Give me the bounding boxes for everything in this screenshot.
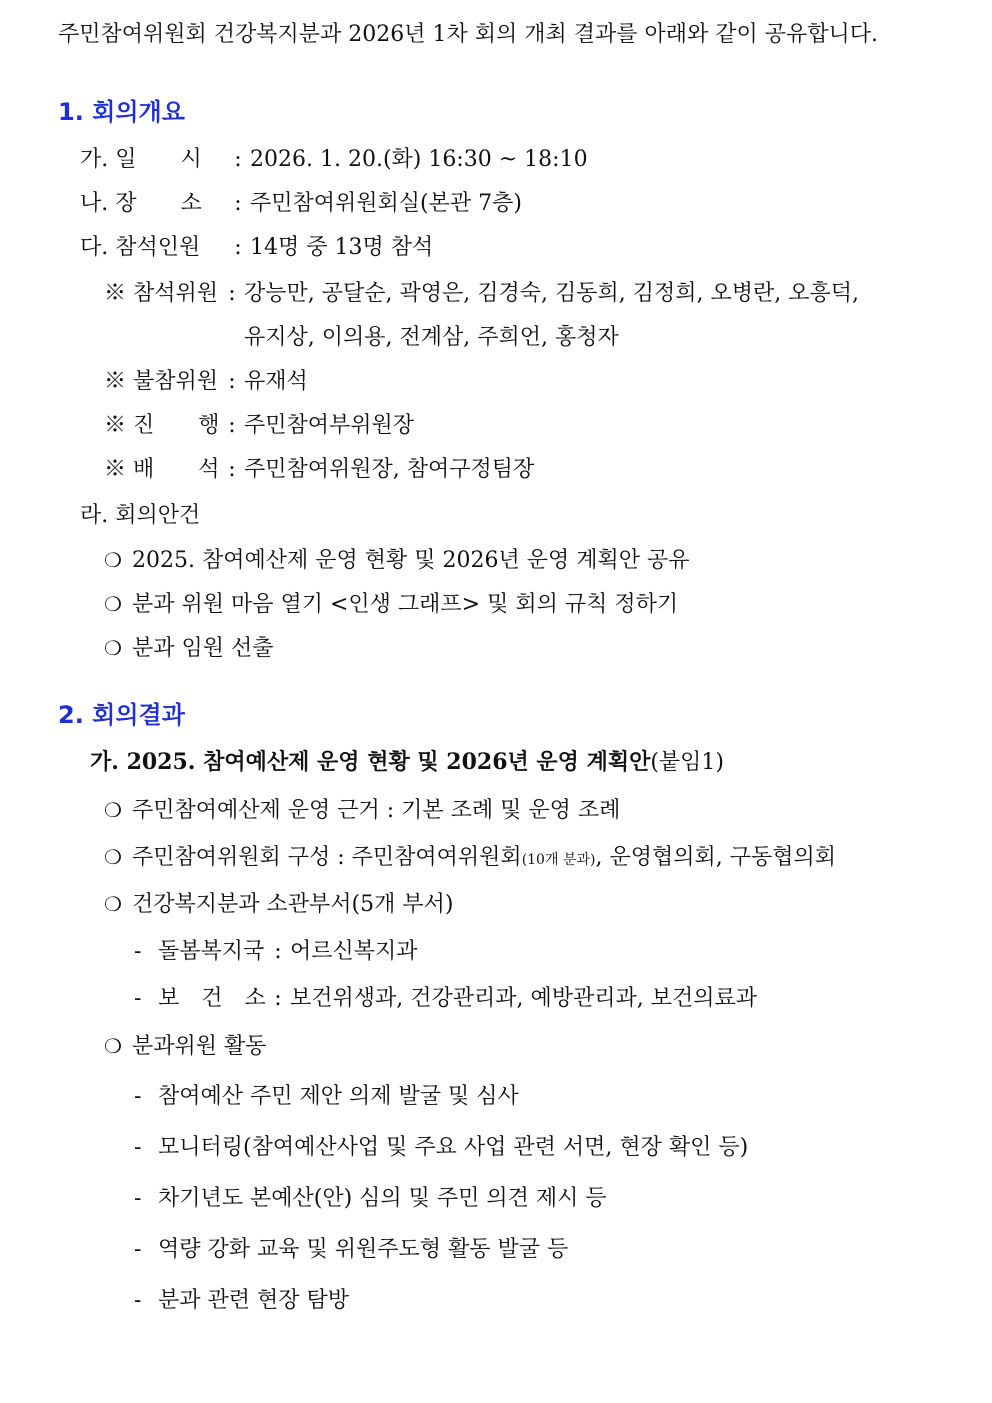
host-row: ※ 진 행 : 주민참여부위원장 [104,411,414,441]
attendance-row: 다. 참석인원 : 14명 중 13명 참석 [80,233,433,263]
activity-text: 역량 강화 교육 및 위원주도형 활동 발굴 등 [158,1237,569,1262]
absent-label: ※ 불참위원 [104,369,219,394]
seated-value: 주민참여위원장, 참여구정팀장 [244,457,535,482]
seated-label: ※ 배 석 [104,457,220,482]
basis-text: 주민참여예산제 운영 근거 : 기본 조례 및 운영 조례 [132,798,621,823]
composition-text-rest: , 운영협의회, 구동협의회 [595,845,836,870]
agenda-item [104,633,274,664]
dash-bullet: - [134,1135,142,1160]
dash-bullet: - [134,1288,142,1313]
circle-bullet-icon: ❍ [104,548,122,572]
dash-bullet: - [134,1186,142,1211]
dept-label: 보 건 소 [158,986,266,1011]
section2-title: 2. 회의결과 [58,701,185,729]
dept-value: 보건위생과, 건강관리과, 예방관리과, 보건의료과 [290,986,758,1011]
attendees-label: ※ 참석위원 [104,281,219,306]
agenda-item [104,589,678,620]
result-item [104,1031,267,1062]
dept-item: - 보 건 소 : 보건위생과, 건강관리과, 예방관리과, 보건의료과 [134,984,757,1014]
agenda-item-text: 분과 임원 선출 [132,636,274,661]
activity-item [134,1184,607,1214]
result-item [104,842,836,875]
seated-row: ※ 배 석 : 주민참여위원장, 참여구정팀장 [104,455,534,485]
circle-bullet-icon: ❍ [104,845,122,869]
agenda-title: 라. 회의안건 [80,503,201,528]
date-value: 2026. 1. 20.(화) 16:30 ~ 18:10 [250,147,588,172]
dept-item: - 돌봄복지국 : 어르신복지과 [134,937,418,967]
dash-bullet: - [134,1084,142,1109]
activity-item [134,1286,349,1316]
place-label: 나. 장 소 [80,191,202,216]
agenda-item [104,545,689,576]
attendees-line1: 강능만, 공달순, 곽영은, 김경숙, 김동희, 김정희, 오병란, 오흥덕, [244,281,859,306]
intro-text: 주민참여위원회 건강복지분과 2026년 1차 회의 개최 결과를 아래와 같이 공유합니다. [58,22,878,47]
result-item [104,889,453,920]
absent-row: ※ 불참위원 : 유재석 [104,367,308,397]
result-item [104,795,620,826]
attendance-label: 다. 참석인원 [80,235,201,260]
activity-item [134,1235,568,1265]
agenda-item-text: 분과 위원 마음 열기 <인생 그래프> 및 회의 규칙 정하기 [132,592,679,617]
place-row: 나. 장 소 : 주민참여위원회실(본관 7층) [80,189,522,219]
activity-text: 참여예산 주민 제안 의제 발굴 및 심사 [158,1084,519,1109]
absent-value: 유재석 [244,369,308,394]
dash-bullet: - [134,986,142,1011]
place-value: 주민참여위원회실(본관 7층) [250,191,522,216]
result-subtitle-note: (붙임1) [650,750,725,775]
attendees-row: ※ 참석위원 : 강능만, 공달순, 곽영은, 김경숙, 김동희, 김정희, 오병란, 오흥덕, [104,279,859,309]
attendance-value: 14명 중 13명 참석 [250,235,434,260]
activity-text: 차기년도 본예산(안) 심의 및 주민 의견 제시 등 [158,1186,607,1211]
composition-text: 주민참여위원회 구성 : 주민참여여위원회 [132,845,522,870]
result-subtitle [90,747,724,778]
activities-title: 분과위원 활동 [132,1034,267,1059]
circle-bullet-icon: ❍ [104,798,122,822]
host-label: ※ 진 행 [104,413,220,438]
host-value: 주민참여부위원장 [244,413,415,438]
circle-bullet-icon: ❍ [104,592,122,616]
circle-bullet-icon: ❍ [104,636,122,660]
circle-bullet-icon: ❍ [104,1034,122,1058]
dept-label: 돌봄복지국 [158,939,265,964]
activity-item [134,1133,748,1163]
activity-text: 모니터링(참여예산사업 및 주요 사업 관련 서면, 현장 확인 등) [158,1135,749,1160]
circle-bullet-icon: ❍ [104,892,122,916]
section1-title: 1. 회의개요 [58,98,185,126]
date-label: 가. 일 시 [80,147,202,172]
result-subtitle-main: 가. 2025. 참여예산제 운영 현황 및 2026년 운영 계획안 [90,749,651,775]
dash-bullet: - [134,939,142,964]
composition-note: (10개 분과) [521,852,596,868]
activity-text: 분과 관련 현장 탐방 [158,1288,349,1313]
dash-bullet: - [134,1237,142,1262]
dept-value: 어르신복지과 [290,939,418,964]
departments-text: 건강복지분과 소관부서(5개 부서) [132,892,454,917]
date-row: 가. 일 시 : 2026. 1. 20.(화) 16:30 ~ 18:10 [80,145,588,175]
agenda-item-text: 2025. 참여예산제 운영 현황 및 2026년 운영 계획안 공유 [132,548,690,573]
attendees-line2: 유지상, 이의용, 전계삼, 주희언, 홍청자 [244,325,619,350]
activity-item [134,1082,519,1112]
